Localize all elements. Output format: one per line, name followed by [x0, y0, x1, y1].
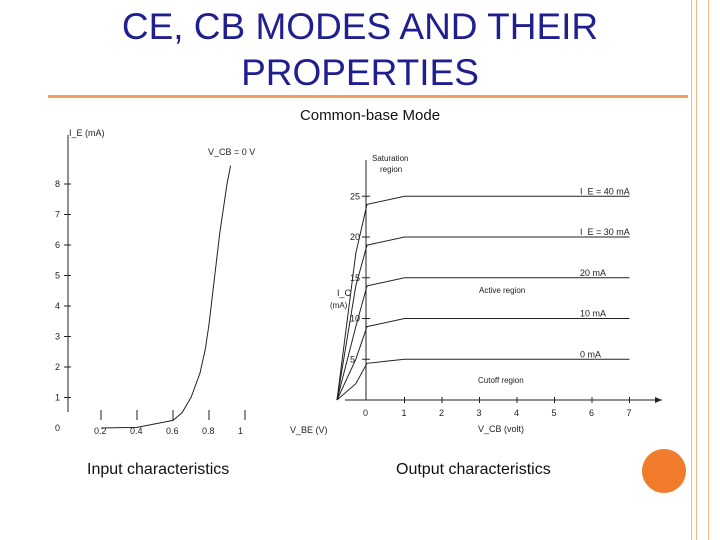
- output-ytick-label: 15: [350, 272, 361, 283]
- output-ytick-label: 25: [350, 191, 361, 202]
- output-curve-label: 10 mA: [580, 308, 607, 319]
- input-xtick-label: 0.6: [166, 426, 179, 436]
- active-region-label: Active region: [479, 286, 526, 295]
- output-ytick-label: 20: [350, 232, 361, 242]
- decorative-circle: [642, 449, 686, 493]
- input-xtick-label: 0.8: [202, 426, 215, 436]
- output-xtick-label: 3: [476, 408, 482, 418]
- output-ytick-label: 10: [350, 313, 361, 324]
- input-curve: [101, 166, 231, 428]
- output-xtick-label: 6: [589, 408, 595, 418]
- output-curve-label: 0 mA: [580, 349, 602, 360]
- saturation-label-line1: Saturation: [372, 154, 409, 163]
- output-ytick-label: 5: [350, 354, 356, 365]
- output-xtick-label: 7: [626, 408, 632, 418]
- input-ytick-label: 0: [55, 423, 61, 433]
- input-curve-label: V_CB = 0 V: [208, 147, 256, 157]
- input-xtick-label: 0.2: [94, 426, 107, 436]
- output-xtick-label: 5: [551, 408, 557, 418]
- output-xtick-label: 4: [514, 408, 520, 418]
- output-ylabel: I_C: [337, 288, 352, 298]
- cutoff-region-label: Cutoff region: [478, 376, 524, 385]
- input-ytick-label: 5: [55, 270, 61, 281]
- input-caption: Input characteristics: [87, 461, 230, 478]
- output-xlabel: V_CB (volt): [478, 424, 525, 434]
- output-ylabel-unit: (mA): [330, 301, 348, 310]
- input-xtick-label: 0.4: [130, 426, 143, 436]
- output-curve-label: 20 mA: [580, 267, 607, 278]
- input-ytick-label: 4: [55, 301, 61, 311]
- input-xtick-label: 1: [238, 426, 244, 436]
- output-xtick-label: 1: [401, 408, 407, 418]
- slide-title: CE, CB MODES AND THEIR PROPERTIES: [121, 6, 599, 93]
- input-ytick-label: 1: [55, 392, 61, 403]
- input-ytick-label: 8: [55, 179, 61, 189]
- output-curve-label: I_E = 30 mA: [580, 227, 630, 237]
- input-ytick-label: 7: [55, 209, 61, 220]
- input-ylabel: I_E (mA): [69, 128, 105, 138]
- subtitle: Common-base Mode: [299, 107, 441, 124]
- saturation-label-line2: region: [380, 165, 403, 174]
- output-xtick-label: 2: [439, 408, 445, 418]
- input-xlabel: V_BE (V): [290, 425, 328, 435]
- output-caption: Output characteristics: [396, 461, 551, 478]
- output-ytick-label: 0: [363, 408, 369, 418]
- output-x-arrow-icon: [655, 397, 662, 403]
- input-ytick-label: 3: [55, 331, 61, 342]
- input-ytick-label: 6: [55, 240, 61, 250]
- input-ytick-label: 2: [55, 362, 61, 372]
- output-curve-label: I_E = 40 mA: [580, 186, 630, 197]
